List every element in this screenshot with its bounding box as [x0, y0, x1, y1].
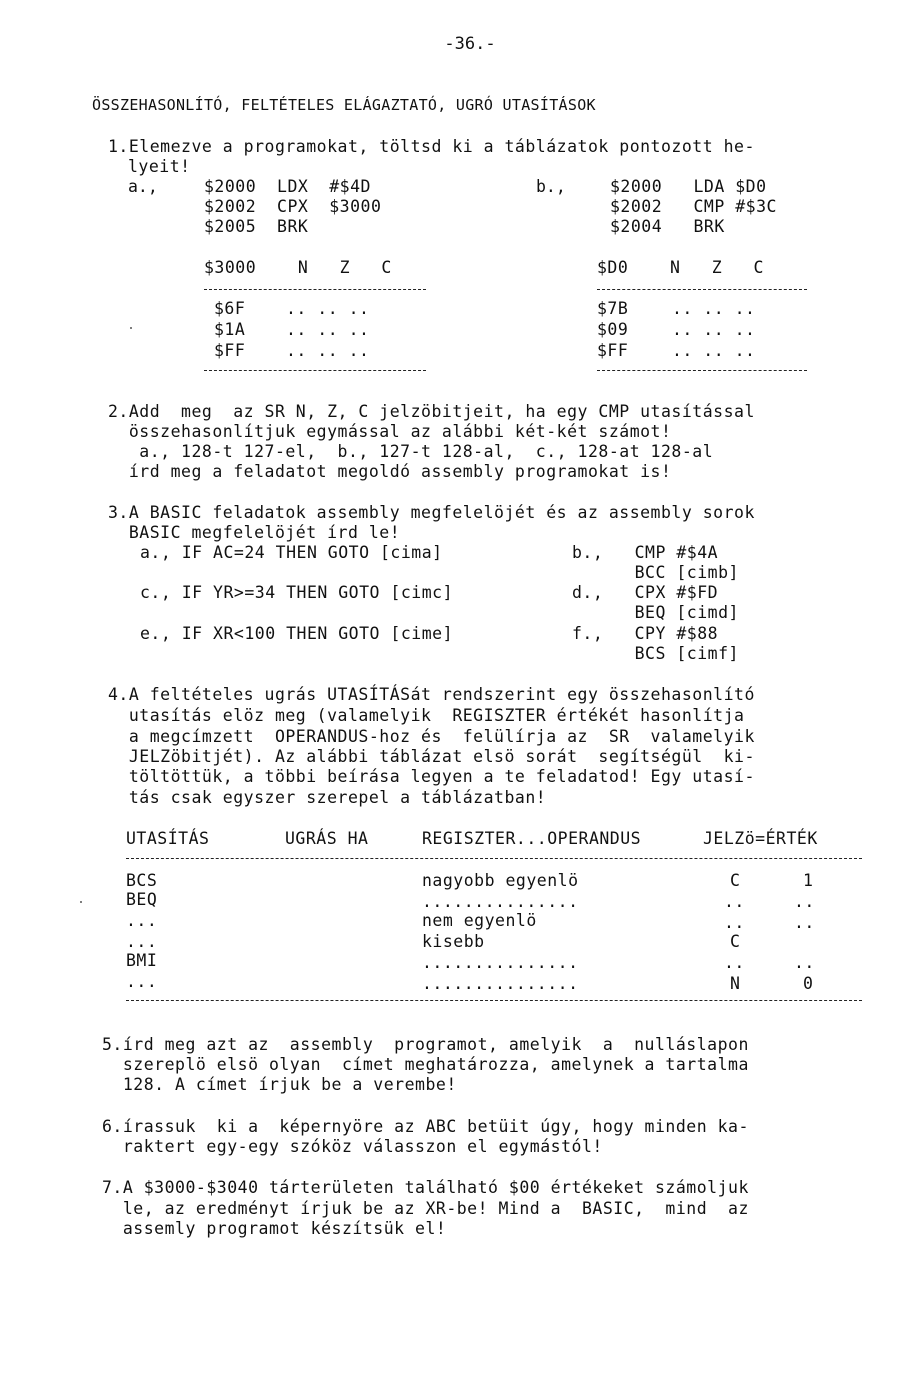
- task3-asm-line: f., CPY #$88: [572, 624, 719, 643]
- task2-line: 2.Add meg az SR N, Z, C jelzöbitjeit, ha egy CMP utasítással: [108, 402, 755, 421]
- task3-basic-e: e., IF XR<100 THEN GOTO [cime]: [140, 624, 454, 643]
- task1b-row-value: $FF: [597, 341, 629, 360]
- task4-line: tás csak egyszer szerepel a táblázatban!: [108, 788, 547, 807]
- task3-asm-line: BEQ [cimd]: [572, 603, 739, 622]
- task5-line: szereplö elsö olyan címet meghatározza, amelynek a tartalma: [102, 1055, 749, 1074]
- task5-line: 128. A címet írjuk be a verembe!: [102, 1075, 457, 1094]
- task1a-row-value: $1A: [214, 320, 246, 339]
- table-row-flag: N: [730, 974, 741, 993]
- task3-asm-line: BCS [cimf]: [572, 644, 739, 663]
- task1a-table-rule-bottom: [204, 370, 426, 371]
- table-row-flag: C: [730, 871, 741, 890]
- table-row-instruction: BCS: [126, 871, 158, 890]
- task5-line: 5.írd meg azt az assembly programot, amelyik a nulláslapon: [102, 1035, 749, 1054]
- task3-asm-line: d., CPX #$FD: [572, 583, 719, 602]
- table-row-instruction: ...: [126, 911, 158, 930]
- task4-line: töltöttük, a többi beírása legyen a te feladatod! Egy utasí-: [108, 767, 755, 786]
- scan-speck: [80, 901, 82, 903]
- task1b-code-line: $2004 BRK: [610, 217, 725, 236]
- table-row-value: 0: [803, 974, 814, 993]
- table-header-register-operand: REGISZTER...OPERANDUS: [422, 829, 642, 848]
- task1a-code-line: $2005 BRK: [204, 217, 309, 236]
- table-row-flag: ..: [724, 892, 745, 911]
- task4-line: a megcímzett OPERANDUS-hoz és felülírja az SR valamelyik: [108, 727, 755, 746]
- task1b-table-rule-top: [597, 289, 807, 290]
- task2-line: összehasonlítjuk egymással az alábbi két-két számot!: [108, 422, 672, 441]
- table-rule-bottom: [126, 1000, 862, 1001]
- task1a-label: a.,: [128, 177, 158, 196]
- task2-line: a., 128-t 127-el, b., 127-t 128-al, c., 128-at 128-al: [108, 442, 714, 461]
- table-row-relation: ...............: [422, 892, 579, 911]
- task1a-table-header: $3000 N Z C: [204, 258, 392, 277]
- task3-basic-c: c., IF YR>=34 THEN GOTO [cimc]: [140, 583, 454, 602]
- table-header-flag-value: JELZö=ÉRTÉK: [703, 829, 818, 848]
- task6-line: raktert egy-egy szóköz válasszon el egymástól!: [102, 1137, 603, 1156]
- table-row-value: 1: [803, 871, 814, 890]
- task1-line-2: lyeit!: [128, 157, 191, 176]
- scan-speck: [130, 327, 132, 329]
- task3-line: BASIC megfelelöjét írd le!: [108, 523, 401, 542]
- task2-line: írd meg a feladatot megoldó assembly programokat is!: [108, 462, 672, 481]
- task1a-code-line: $2002 CPX $3000: [204, 197, 382, 216]
- table-rule-top: [126, 858, 862, 859]
- task1b-row-dots: .. .. ..: [672, 299, 756, 318]
- task1b-label: b.,: [536, 177, 566, 196]
- table-row-relation: kisebb: [422, 932, 485, 951]
- page-number: -36.-: [444, 34, 496, 54]
- task1a-table-rule-top: [204, 289, 426, 290]
- task1-line-1: 1.Elemezve a programokat, töltsd ki a táblázatok pontozott he-: [108, 137, 755, 156]
- task4-line: utasítás elöz meg (valamelyik REGISZTER értékét hasonlítja: [108, 706, 745, 725]
- table-row-value: ..: [794, 892, 815, 911]
- table-header-instruction: UTASÍTÁS: [126, 829, 210, 848]
- task4-line: 4.A feltételes ugrás UTASÍTÁSát rendszerint egy összehasonlító: [108, 685, 755, 704]
- task1b-code-line: $2002 CMP #$3C: [610, 197, 777, 216]
- task7-line: assemly programot készítsük el!: [102, 1219, 447, 1238]
- section-title: ÖSSZEHASONLÍTÓ, FELTÉTELES ELÁGAZTATÓ, UGRÓ UTASÍTÁSOK: [92, 96, 596, 114]
- task1a-row-dots: .. .. ..: [286, 299, 370, 318]
- table-row-instruction: ...: [126, 972, 158, 991]
- task7-line: le, az eredményt írjuk be az XR-be! Mind a BASIC, mind az: [102, 1199, 749, 1218]
- table-row-flag: ..: [724, 953, 745, 972]
- table-row-value: ..: [794, 953, 815, 972]
- table-row-instruction: ...: [126, 932, 158, 951]
- task4-line: JELZöbitjét). Az alábbi táblázat elsö sorát segítségül ki-: [108, 747, 755, 766]
- task1a-code-line: $2000 LDX #$4D: [204, 177, 371, 196]
- table-row-instruction: BMI: [126, 951, 158, 970]
- table-row-relation: ...............: [422, 974, 579, 993]
- table-row-instruction: BEQ: [126, 890, 158, 909]
- task1b-code-line: $2000 LDA $D0: [610, 177, 767, 196]
- task7-line: 7.A $3000-$3040 tárterületen található $00 értékeket számoljuk: [102, 1178, 749, 1197]
- task3-asm-line: BCC [cimb]: [572, 563, 739, 582]
- task1a-row-value: $6F: [214, 299, 246, 318]
- task3-line: 3.A BASIC feladatok assembly megfelelöjét és az assembly sorok: [108, 503, 755, 522]
- table-row-relation: nagyobb egyenlö: [422, 871, 579, 890]
- task6-line: 6.írassuk ki a képernyöre az ABC betüit úgy, hogy minden ka-: [102, 1117, 749, 1136]
- table-row-value: ..: [794, 913, 815, 932]
- task1a-row-dots: .. .. ..: [286, 320, 370, 339]
- task1b-row-value: $09: [597, 320, 629, 339]
- table-row-flag: C: [730, 932, 741, 951]
- task3-asm-line: b., CMP #$4A: [572, 543, 719, 562]
- task1b-table-header: $D0 N Z C: [597, 258, 764, 277]
- task1b-row-value: $7B: [597, 299, 629, 318]
- task1b-table-rule-bottom: [597, 370, 807, 371]
- task1a-row-value: $FF: [214, 341, 246, 360]
- task1b-row-dots: .. .. ..: [672, 341, 756, 360]
- table-header-jump-if: UGRÁS HA: [285, 829, 369, 848]
- task3-basic-a: a., IF AC=24 THEN GOTO [cima]: [140, 543, 443, 562]
- table-row-relation: nem egyenlö: [422, 911, 537, 930]
- task1a-row-dots: .. .. ..: [286, 341, 370, 360]
- table-row-relation: ...............: [422, 953, 579, 972]
- task1b-row-dots: .. .. ..: [672, 320, 756, 339]
- table-row-flag: ..: [724, 913, 745, 932]
